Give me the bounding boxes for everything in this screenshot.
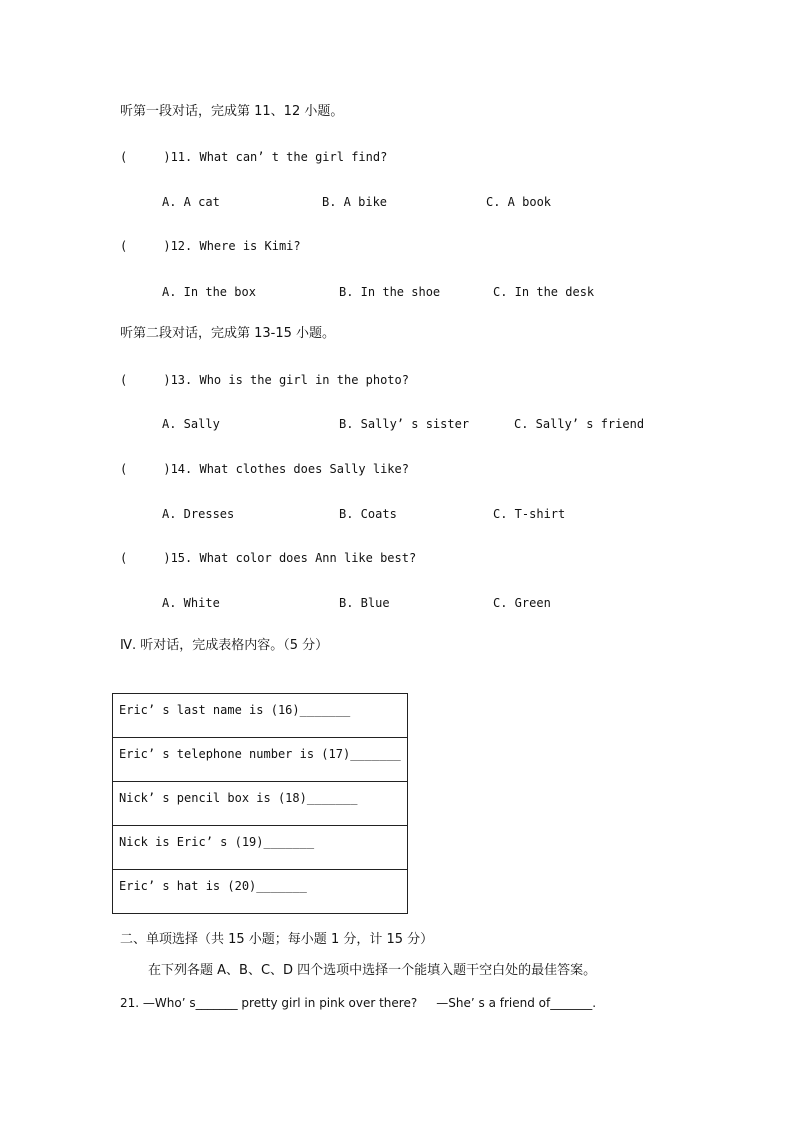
table-cell-18: Nick’ s pencil box is (18)_______ — [113, 782, 408, 826]
part-2-instruction: 在下列各题 A、B、C、D 四个选项中选择一个能填入题干空白处的最佳答案。 — [148, 963, 597, 978]
table-cell-17: Eric’ s telephone number is (17)_______ — [113, 738, 408, 782]
section-4-heading: Ⅳ. 听对话，完成表格内容。（5 分） — [120, 638, 329, 653]
q13-option-a: A. Sally — [162, 417, 220, 431]
q12-option-b: B. In the shoe — [339, 285, 441, 299]
q11-option-a: A. A cat — [162, 195, 220, 209]
table-row — [113, 738, 408, 782]
q12-option-a: A. In the box — [162, 285, 256, 299]
question-11: ( )11. What can’ t the girl find? — [120, 150, 388, 164]
q11-option-b: B. A bike — [322, 195, 388, 209]
table-cell-20: Eric’ s hat is (20)_______ — [113, 870, 408, 914]
q15-option-c: C. Green — [493, 596, 551, 610]
question-13: ( )13. Who is the girl in the photo? — [120, 373, 409, 387]
q13-option-b: B. Sally’ s sister — [339, 417, 470, 431]
q12-option-c: C. In the desk — [493, 285, 595, 299]
table-row — [113, 782, 408, 826]
q14-option-c: C. T-shirt — [493, 507, 566, 521]
question-15: ( )15. What color does Ann like best? — [120, 551, 417, 565]
table-row — [113, 870, 408, 914]
table-row — [113, 826, 408, 870]
question-21: 21. —Who’ s_______ pretty girl in pink over there? —She’ s a friend of_______. — [120, 996, 597, 1010]
part-2-heading: 二、单项选择（共 15 小题；每小题 1 分，计 15 分） — [120, 932, 434, 947]
q14-option-a: A. Dresses — [162, 507, 235, 521]
table-row — [113, 694, 408, 738]
q11-option-c: C. A book — [486, 195, 552, 209]
answer-table — [112, 693, 408, 914]
q15-option-b: B. Blue — [339, 596, 390, 610]
dialogue-1-intro: 听第一段对话，完成第 11、12 小题。 — [120, 104, 344, 119]
table-cell-19: Nick is Eric’ s (19)_______ — [113, 826, 408, 870]
question-14: ( )14. What clothes does Sally like? — [120, 462, 409, 476]
table-cell-16: Eric’ s last name is (16)_______ — [113, 694, 408, 738]
q15-option-a: A. White — [162, 596, 220, 610]
question-12: ( )12. Where is Kimi? — [120, 239, 301, 253]
q14-option-b: B. Coats — [339, 507, 397, 521]
q13-option-c: C. Sally’ s friend — [514, 417, 645, 431]
dialogue-2-intro: 听第二段对话，完成第 13-15 小题。 — [120, 326, 336, 341]
